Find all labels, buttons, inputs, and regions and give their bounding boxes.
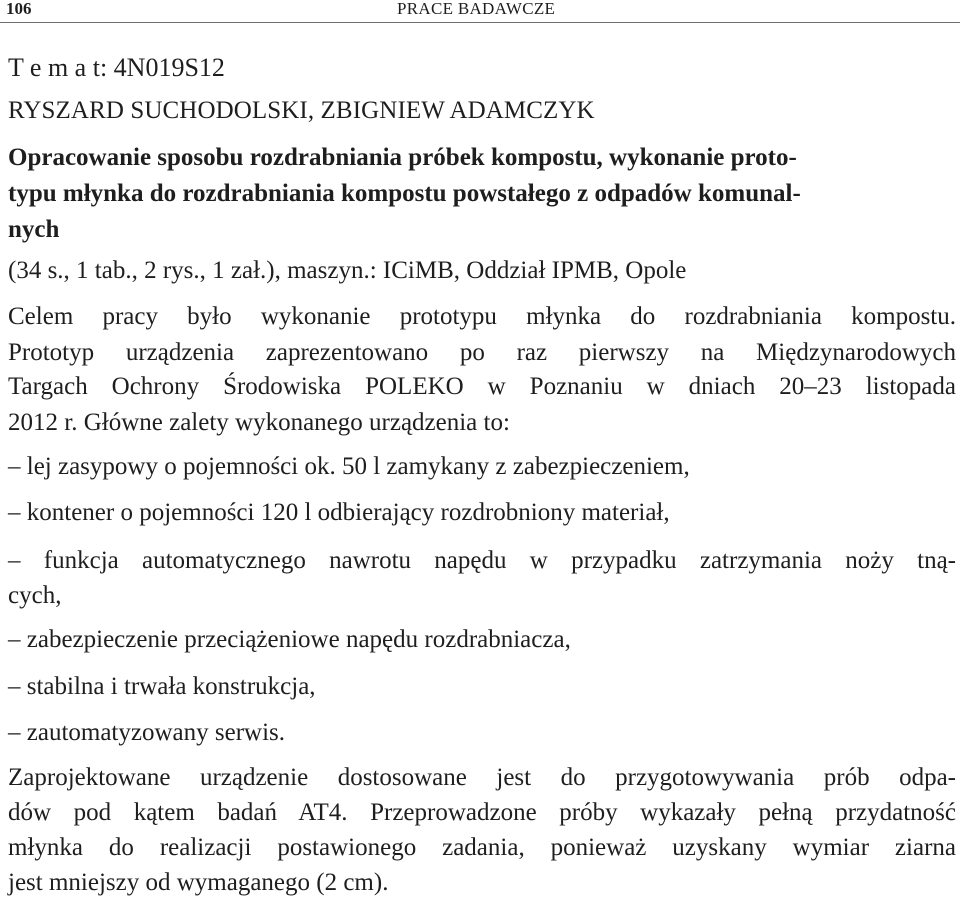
publication-metadata: (34 s., 1 tab., 2 rys., 1 zał.), maszyn.: ICiMB, Oddział IPMB, Opole xyxy=(8,257,687,284)
bullet-2: – kontener o pojemności 120 l odbierający rozdrobniony materiał, xyxy=(8,499,670,526)
bullet-5: – stabilna i trwała konstrukcja, xyxy=(8,673,316,700)
bullet-3: – funkcja automatycznego nawrotu napędu w przypadku zatrzymania noży tną- xyxy=(8,547,956,574)
conclusion-line-1: Zaprojektowane urządzenie dostosowane jest do przygotowywania prób odpa- xyxy=(8,764,956,791)
conclusion-line-3: młynka do realizacji postawionego zadania, ponieważ uzyskany wymiar ziarna xyxy=(8,834,956,861)
bullet-6: – zautomatyzowany serwis. xyxy=(8,719,286,746)
bullet-1: – lej zasypowy o pojemności ok. 50 l zamykany z zabezpieczeniem, xyxy=(8,453,690,480)
title-line-3: nych xyxy=(8,216,60,243)
running-head: PRACE BADAWCZE xyxy=(397,0,556,18)
intro-line-2: Prototyp urządzenia zaprezentowano po raz pierwszy na Międzynarodowych xyxy=(8,339,956,366)
bullet-3-continuation: cych, xyxy=(8,582,62,609)
intro-line-3: Targach Ochrony Środowiska POLEKO w Poznaniu w dniach 20–23 listopada xyxy=(8,373,956,400)
bullet-4: – zabezpieczenie przeciążeniowe napędu rozdrabniacza, xyxy=(8,626,571,653)
conclusion-line-2: dów pod kątem badań AT4. Przeprowadzone próby wykazały pełną przydatność xyxy=(8,799,956,826)
intro-line-1: Celem pracy było wykonanie prototypu młynka do rozdrabniania kompostu. xyxy=(8,303,956,330)
page-number: 106 xyxy=(6,0,32,18)
page-header xyxy=(0,0,960,23)
intro-line-4: 2012 r. Główne zalety wykonanego urządzenia to: xyxy=(8,409,510,436)
conclusion-line-4: jest mniejszy od wymaganego (2 cm). xyxy=(8,869,389,896)
title-line-1: Opracowanie sposobu rozdrabniania próbek kompostu, wykonanie proto- xyxy=(8,144,797,171)
topic-line: T e m a t: 4N019S12 xyxy=(8,53,225,82)
title-line-2: typu młynka do rozdrabniania kompostu powstałego z odpadów komunal- xyxy=(8,180,801,207)
authors-line: RYSZARD SUCHODOLSKI, ZBIGNIEW ADAMCZYK xyxy=(8,97,595,124)
document-title xyxy=(8,140,956,248)
